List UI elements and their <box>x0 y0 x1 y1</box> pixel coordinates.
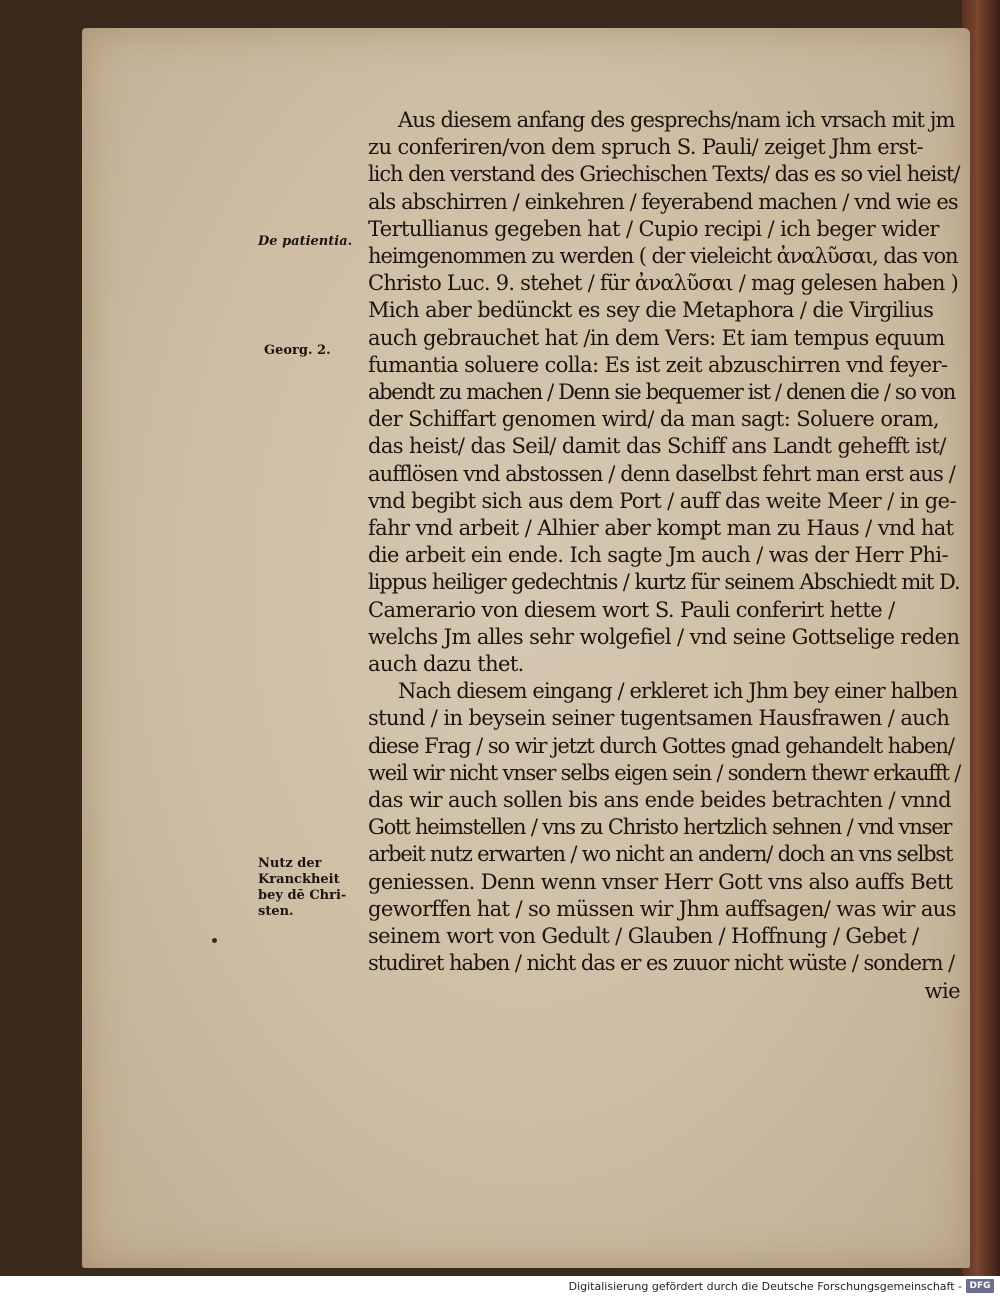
text-line: welchs Jm alles sehr wolgefiel / vnd seine Gottselige reden <box>368 624 960 649</box>
text-line: Camerario von diesem wort S. Pauli conferirt hette / <box>368 597 895 622</box>
text-line: fahr vnd arbeit / Alhier aber kompt man zu Haus / vnd hat <box>368 516 954 541</box>
footer-bar <box>0 1276 1000 1298</box>
text-line: der Schiffart genomen wird/ da man sagt: Soluere oram, <box>368 407 940 432</box>
text-line: stund / in beysein seiner tugentsamen Hausfrawen / auch <box>368 706 950 731</box>
catchword: wie <box>924 978 960 1003</box>
text-line: arbeit nutz erwarten / wo nicht an andern/ doch an vns selbst <box>368 842 953 867</box>
text-line: Gott heimstellen / vns zu Christo hertzlich sehnen / vnd vnser <box>368 815 952 840</box>
text-line: studiret haben / nicht das er es zuuor nicht wüste / sondern / <box>368 951 955 976</box>
main-text <box>368 107 960 1005</box>
marginal-note-line: bey dē Chri- <box>258 888 347 903</box>
text-line: geworffen hat / so müssen wir Jhm auffsagen/ was wir aus <box>368 896 956 921</box>
text-line: weil wir nicht vnser selbs eigen sein / sondern thewr erkaufft / <box>368 760 961 785</box>
text-line: fumantia soluere colla: Es ist zeit abzuschirren vnd feyer- <box>368 352 948 377</box>
text-line: aufflösen vnd abstossen / denn daselbst fehrt man erst aus / <box>368 461 955 486</box>
text-line: Nach diesem eingang / erkleret ich Jhm bey einer halben <box>398 679 958 704</box>
text-line: abendt zu machen / Denn sie bequemer ist / denen die / so von <box>368 380 955 405</box>
marginal-note-line: sten. <box>258 904 294 919</box>
text-line: Christo Luc. 9. stehet / für ἀναλῦσαι / mag gelesen haben ) <box>368 271 959 296</box>
funding-credit: Digitalisierung gefördert durch die Deutsche Forschungsgemeinschaft - <box>568 1280 962 1293</box>
text-line: geniessen. Denn wenn vnser Herr Gott vns also auffs Bett <box>368 869 953 894</box>
marginal-note-nutz <box>258 856 346 920</box>
text-line: heimgenommen zu werden ( der vieleicht ἀναλῦσαι, das von <box>368 244 958 269</box>
text-line: auch dazu thet. <box>368 652 524 677</box>
text-line: das wir auch sollen bis ans ende beides betrachten / vnnd <box>368 788 951 813</box>
text-line: das heist/ das Seil/ damit das Schiff ans Landt gehefft ist/ <box>368 434 946 459</box>
text-line: Aus diesem anfang des gesprechs/nam ich vrsach mit jm <box>398 108 955 132</box>
text-line: Tertullianus gegeben hat / Cupio recipi / ich beger wider <box>368 216 939 241</box>
text-line: seinem wort von Gedult / Glauben / Hoffnung / Gebet / <box>368 924 919 949</box>
dfg-logo-icon: DFG <box>966 1279 994 1293</box>
marginal-note-de-patientia: De patientia. <box>258 234 353 249</box>
marginal-note-line: Nutz der <box>258 856 322 871</box>
text-line: als abschirren / einkehren / feyerabend machen / vnd wie es <box>368 189 958 214</box>
text-line: auch gebrauchet hat /in dem Vers: Et iam tempus equum <box>368 325 945 350</box>
text-line: lich den verstand des Griechischen Texts/ das es so viel heist/ <box>368 162 960 187</box>
text-line: Mich aber bedünckt es sey die Metaphora / die Virgilius <box>368 298 934 323</box>
text-line: vnd begibt sich aus dem Port / auff das weite Meer / in ge- <box>368 488 956 513</box>
text-line: die arbeit ein ende. Ich sagte Jm auch / was der Herr Phi- <box>368 543 949 568</box>
ink-speck <box>212 938 217 943</box>
text-line: lippus heiliger gedechtnis / kurtz für seinem Abschiedt mit D. <box>368 570 960 595</box>
marginal-note-georg: Georg. 2. <box>264 343 331 358</box>
text-line: zu conferiren/von dem spruch S. Pauli/ zeiget Jhm erst- <box>368 135 924 160</box>
text-line: diese Frag / so wir jetzt durch Gottes gnad gehandelt haben/ <box>368 733 954 758</box>
marginal-note-line: Kranckheit <box>258 872 340 887</box>
